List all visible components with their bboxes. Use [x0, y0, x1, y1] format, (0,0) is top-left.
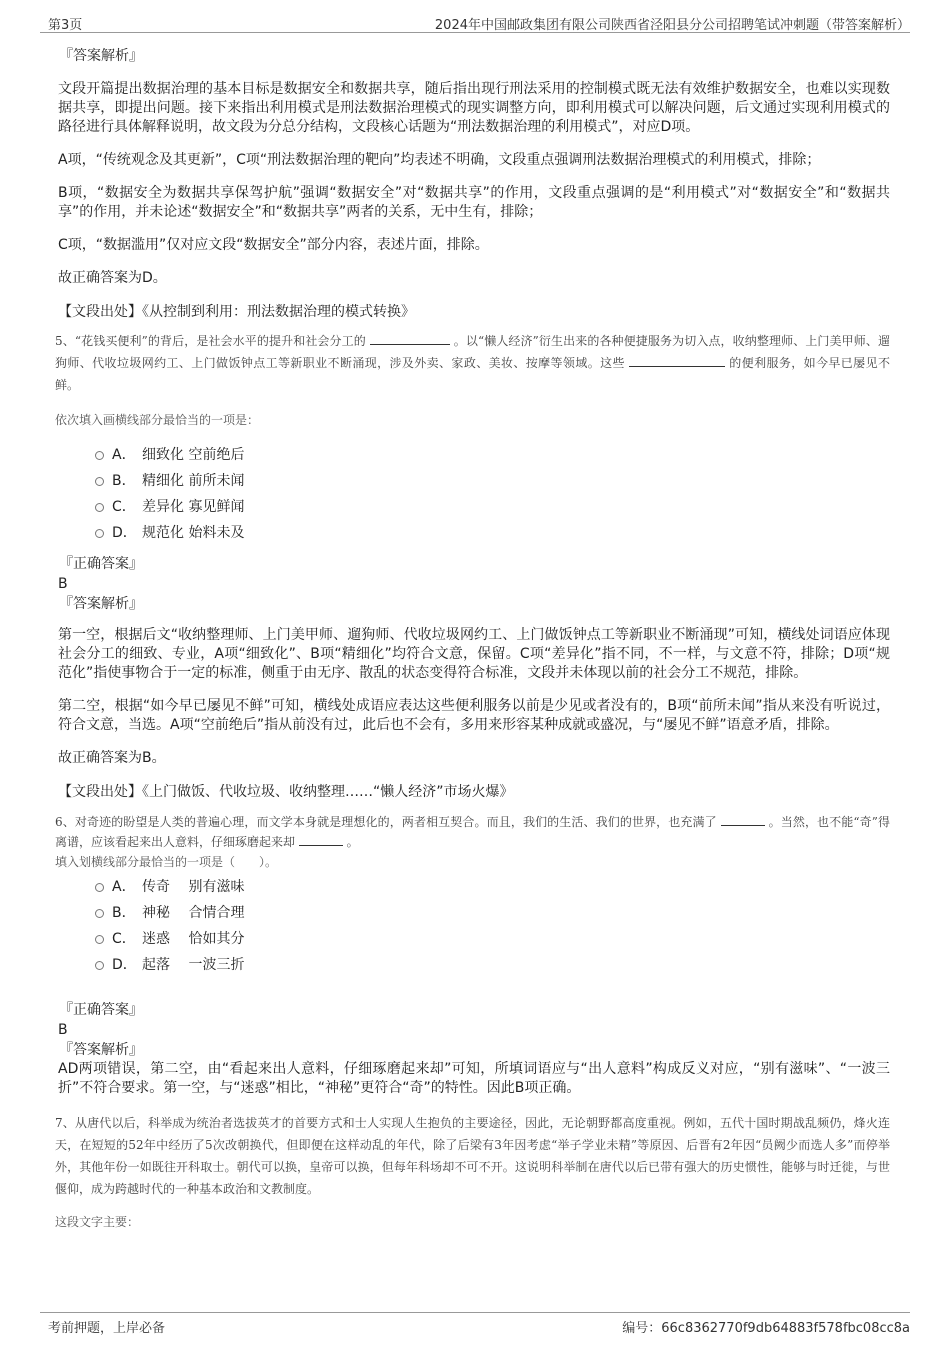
q4-analysis: [55, 80, 890, 288]
q6-stem-part-1: 6、对奇迹的盼望是人类的普遍心理，而文学本身就是理想化的，两者相互契合。而且，我们的生活、我们的世界，也充满了: [55, 815, 717, 829]
q4-analysis-para-3: B项，“数据安全为数据共享保驾护航”强调“数据安全”对“数据共享”的作用，文段重点强调的是“利用模式”对“数据安全”和“数据共享”的作用，并未论述“数据安全”和“数据共享”两者的关系，无中生有，排除；: [58, 185, 890, 220]
q4-source: 【文段出处】《从控制到利用：刑法数据治理的模式转换》: [58, 304, 415, 320]
radio-icon[interactable]: [95, 883, 104, 892]
q5-option-c[interactable]: C． 差异化 寡见鲜闻: [95, 494, 890, 520]
page-number: 第3页: [48, 18, 83, 33]
radio-icon[interactable]: [95, 503, 104, 512]
blank-line: [370, 332, 450, 345]
q5-source: 【文段出处】《上门做饭、代收垃圾、收纳整理……“懒人经济”市场火爆》: [58, 784, 514, 800]
blank-line: [629, 354, 725, 367]
q6-prompt: 填入划横线部分最恰当的一项是（ ）。: [55, 855, 278, 869]
q5-stem-part-1: 5、“花钱买便利”的背后，是社会水平的提升和社会分工的: [55, 334, 366, 348]
q5-option-a[interactable]: A． 细致化 空前绝后: [95, 442, 890, 468]
radio-icon[interactable]: [95, 935, 104, 944]
q5-stem: [55, 330, 890, 396]
document-title: 2024年中国邮政集团有限公司陕西省泾阳县分公司招聘笔试冲刺题（带答案解析）: [434, 18, 910, 33]
analysis-label: 『答案解析』: [59, 1042, 143, 1058]
q6-option-b[interactable]: B． 神秘 合情合理: [95, 900, 890, 926]
q5-analysis-para-3: 故正确答案为B。: [58, 750, 166, 766]
q5-option-d[interactable]: D． 规范化 始料未及: [95, 520, 890, 546]
q6-analysis: AD两项错误，第二空，由“看起来出人意料，仔细琢磨起来却”可知，所填词语应与“出人意料”构成反义对应，“别有滋味”、“一波三折”不符合要求。第一空，与“迷惑”相比，“神秘”更符合“奇”的特性。因此B项正确。: [58, 1061, 890, 1096]
blank-line: [721, 813, 765, 826]
q5-stem-part-3: 的便利服务，如今早已屡见不鲜。: [55, 356, 890, 392]
q6-option-d[interactable]: D． 起落 一波三折: [95, 952, 890, 978]
document-id: 编号：66c8362770f9db64883f578fbc08cc8a: [622, 1321, 910, 1336]
q6-options: [95, 874, 890, 978]
radio-icon[interactable]: [95, 529, 104, 538]
q5-analysis: [55, 626, 890, 768]
q5-answer: B: [58, 576, 68, 592]
q5-prompt: 依次填入画横线部分最恰当的一项是：: [55, 413, 260, 427]
q4-analysis-para-2: A项，“传统观念及其更新”，C项“刑法数据治理的靶向”均表述不明确，文段重点强调刑法数据治理模式的利用模式，排除；: [58, 152, 821, 168]
q6-option-c[interactable]: C． 迷惑 恰如其分: [95, 926, 890, 952]
q5-options: [95, 442, 890, 546]
q4-analysis-para-4: C项，“数据滥用”仅对应文段“数据安全”部分内容，表述片面，排除。: [58, 237, 489, 253]
answer-label: 『正确答案』: [59, 556, 143, 572]
q4-analysis-para-5: 故正确答案为D。: [58, 270, 167, 286]
q5-option-b[interactable]: B． 精细化 前所未闻: [95, 468, 890, 494]
footer-slogan: 考前押题，上岸必备: [48, 1321, 166, 1336]
q6-option-a[interactable]: A． 传奇 别有滋味: [95, 874, 890, 900]
page-content: [55, 42, 890, 1232]
blank-line: [299, 833, 343, 846]
q6-stem-part-2: 。当然，也不能“奇”得离谱，应该看起来出人意料，仔细琢磨起来却: [55, 815, 890, 849]
radio-icon[interactable]: [95, 909, 104, 918]
answer-label: 『正确答案』: [59, 1002, 143, 1018]
radio-icon[interactable]: [95, 451, 104, 460]
q6-answer: B: [58, 1022, 68, 1038]
analysis-label: 『答案解析』: [59, 48, 143, 64]
radio-icon[interactable]: [95, 961, 104, 970]
radio-icon[interactable]: [95, 477, 104, 486]
q7-prompt: 这段文字主要：: [55, 1215, 140, 1229]
q4-analysis-para-1: 文段开篇提出数据治理的基本目标是数据安全和数据共享，随后指出现行刑法采用的控制模式既无法有效维护数据安全，也难以实现数据共享，即提出问题。接下来指出利用模式是刑法数据治理模式的现实调整方向，即利用模式可以解决问题，后文通过实现利用模式的路径进行具体解释说明，故文段为分总分结构，文段核心话题为“刑法数据治理的利用模式”，对应D项。: [58, 81, 890, 135]
page-footer: [40, 1312, 910, 1337]
q6-stem: [55, 812, 890, 852]
q5-stem-part-2: 。以“懒人经济”衍生出来的各种便捷服务为切入点，收纳整理师、上门美甲师、遛狗师、代收垃圾网约工、上门做饭钟点工等新职业不断涌现，涉及外卖、家政、美妆、按摩等领域。这些: [55, 334, 890, 370]
q6-stem-part-3: 。: [346, 835, 359, 849]
q5-analysis-para-2: 第二空，根据“如今早已屡见不鲜”可知，横线处成语应表达这些便利服务以前是少见或者没有的，B项“前所未闻”指从来没有听说过，符合文意，当选。A项“空前绝后”指从前没有过，此后也不会有，多用来形容某种成就或盛况，与“屡见不鲜”语意矛盾，排除。: [58, 698, 890, 733]
q5-analysis-para-1: 第一空，根据后文“收纳整理师、上门美甲师、遛狗师、代收垃圾网约工、上门做饭钟点工等新职业不断涌现”可知，横线处词语应体现社会分工的细致、专业，A项“细致化”、B项“精细化”均符合文意，保留。C项“差异化”指不同，不一样，与文意不符，排除；D项“规范化”指使事物合于一定的标准，侧重于由无序、散乱的状态变得符合标准，文段并未体现以前的社会分工不规范，排除。: [58, 627, 890, 681]
page-header: [40, 12, 910, 33]
q7-stem: 7、从唐代以后，科举成为统治者选拔英才的首要方式和士人实现人生抱负的主要途径，因此，无论朝野都高度重视。例如，五代十国时期战乱频仍，烽火连天，在短短的52年中经历了5次改朝换代，但即便在这样动乱的年代，除了后梁有3年因考虑“举子学业未精”等原因、后晋有2年因“员阙少而选人多”而停举外，其他年份一如既往开科取士。朝代可以换，皇帝可以换，但每年科场却不可不开。这说明科举制在唐代以后已带有强大的历史惯性，能够与时迁徙，与世偃仰，成为跨越时代的一种基本政治和文教制度。: [55, 1116, 890, 1196]
analysis-label: 『答案解析』: [59, 596, 143, 612]
